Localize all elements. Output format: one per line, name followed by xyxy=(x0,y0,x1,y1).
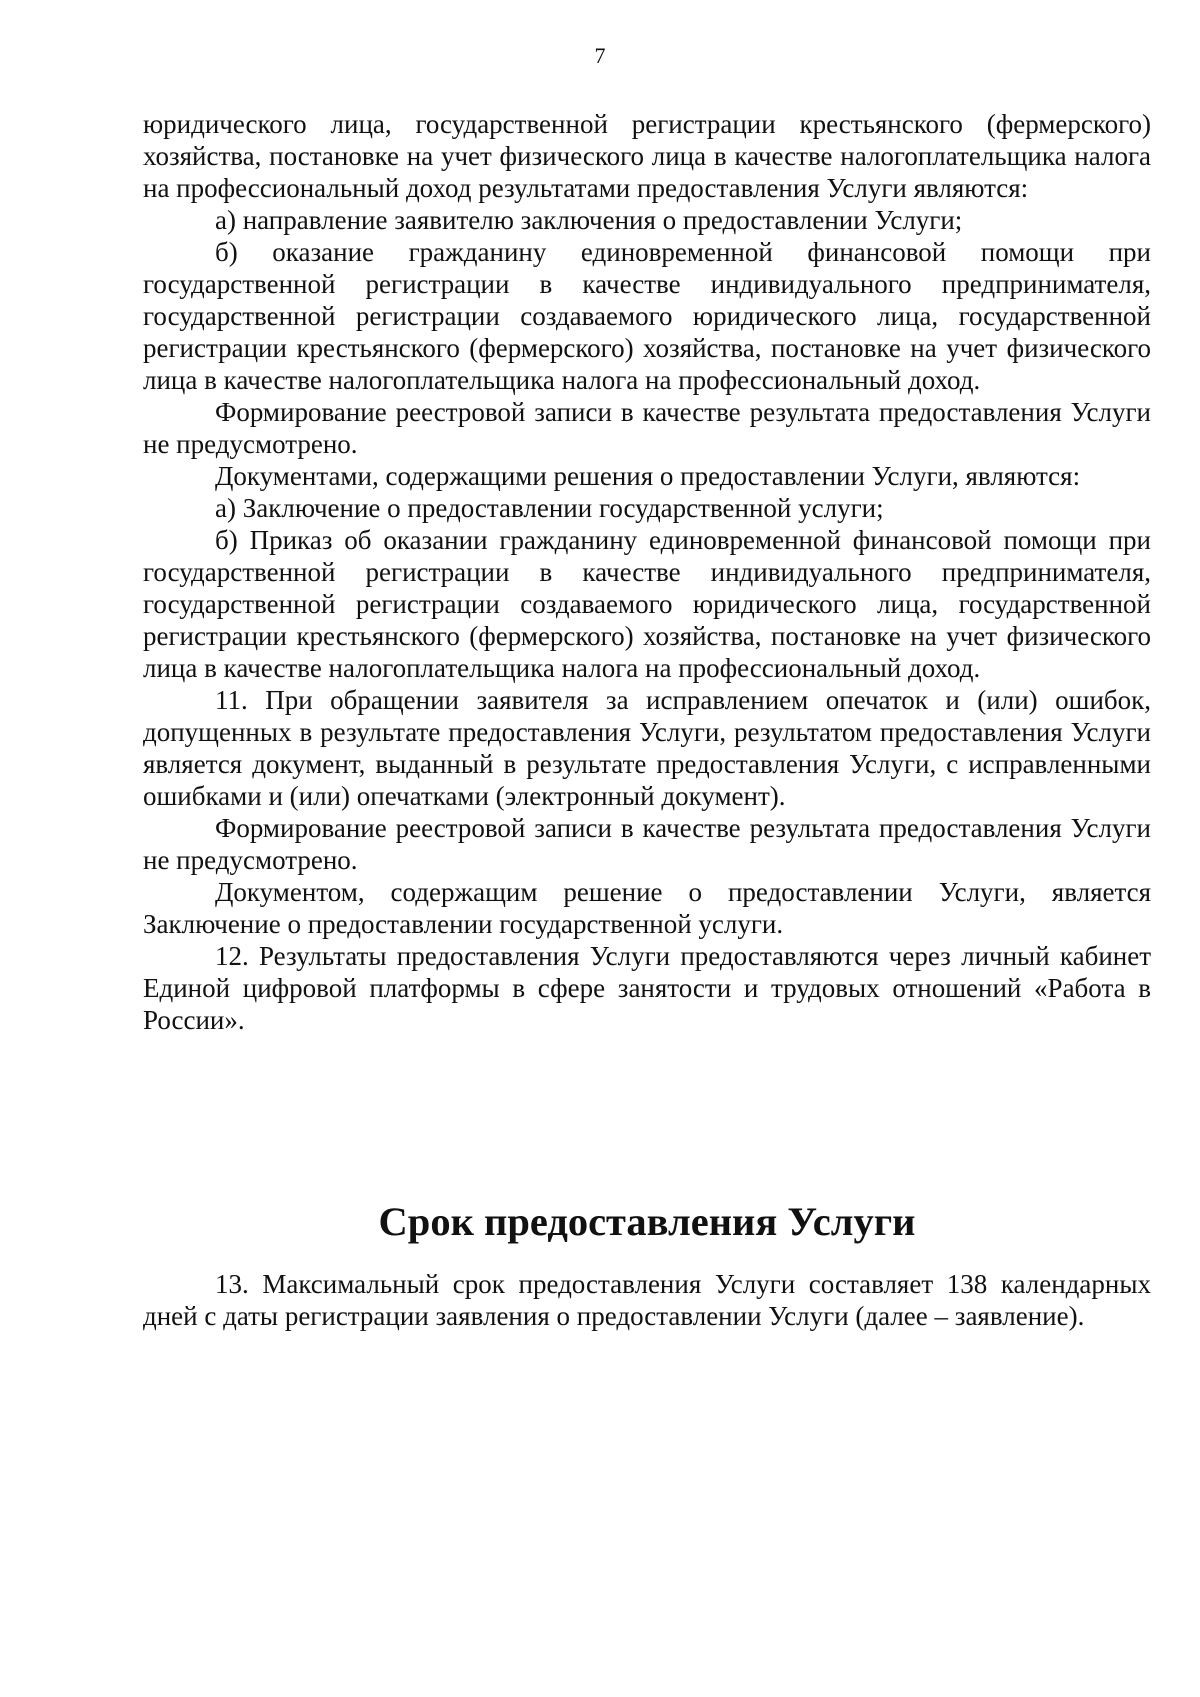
paragraph-document-a: а) Заключение о предоставлении государственной услуги; xyxy=(215,493,884,523)
page-number: 7 xyxy=(594,43,606,68)
section-13 xyxy=(143,1268,1151,1332)
paragraph-registry-note: Формирование реестровой записи в качестве результата предоставления Услуги не предусмотрено. xyxy=(143,397,1151,459)
body-text xyxy=(143,108,1151,1036)
paragraph-11: 11. При обращении заявителя за исправлением опечаток и (или) ошибок, допущенных в результате предоставления Услуги, результатом предоставления Услуги является документ, выданный в результате предоставления Услуги, с исправленными ошибками и (или) опечатками (электронный документ). xyxy=(143,685,1151,811)
paragraph-registry-note-2: Формирование реестровой записи в качестве результата предоставления Услуги не предусмотрено. xyxy=(143,813,1151,875)
paragraph-documents-intro: Документами, содержащими решения о предоставлении Услуги, являются: xyxy=(215,461,1081,491)
paragraph-document-decision: Документом, содержащим решение о предоставлении Услуги, является Заключение о предоставлении государственной услуги. xyxy=(143,877,1151,939)
paragraph-document-b: б) Приказ об оказании гражданину единовременной финансовой помощи при государственной регистрации в качестве индивидуального предпринимателя, государственной регистрации создаваемого юридического лица, государственной регистрации крестьянского (фермерского) хозяйства, постановке на учет физического лица в качестве налогоплательщика налога на профессиональный доход. xyxy=(143,525,1151,683)
paragraph-13: 13. Максимальный срок предоставления Услуги составляет 138 календарных дней с даты регистрации заявления о предоставлении Услуги (далее – заявление). xyxy=(143,1269,1151,1331)
section-heading: Срок предоставления Услуги xyxy=(378,1199,916,1244)
paragraph-12: 12. Результаты предоставления Услуги предоставляются через личный кабинет Единой цифровой платформы в сфере занятости и трудовых отношений «Работа в России». xyxy=(143,941,1151,1035)
paragraph-item-a: а) направление заявителю заключения о предоставлении Услуги; xyxy=(215,205,963,235)
paragraph-item-b: б) оказание гражданину единовременной финансовой помощи при государственной регистрации в качестве индивидуального предпринимателя, государственной регистрации создаваемого юридического лица, государственной регистрации крестьянского (фермерского) хозяйства, постановке на учет физического лица в качестве налогоплательщика налога на профессиональный доход. xyxy=(143,237,1151,395)
paragraph-continuation: юридического лица, государственной регистрации крестьянского (фермерского) хозяйства, постановке на учет физического лица в качестве налогоплательщика налога на профессиональный доход результатами предоставления Услуги являются: xyxy=(143,109,1151,203)
